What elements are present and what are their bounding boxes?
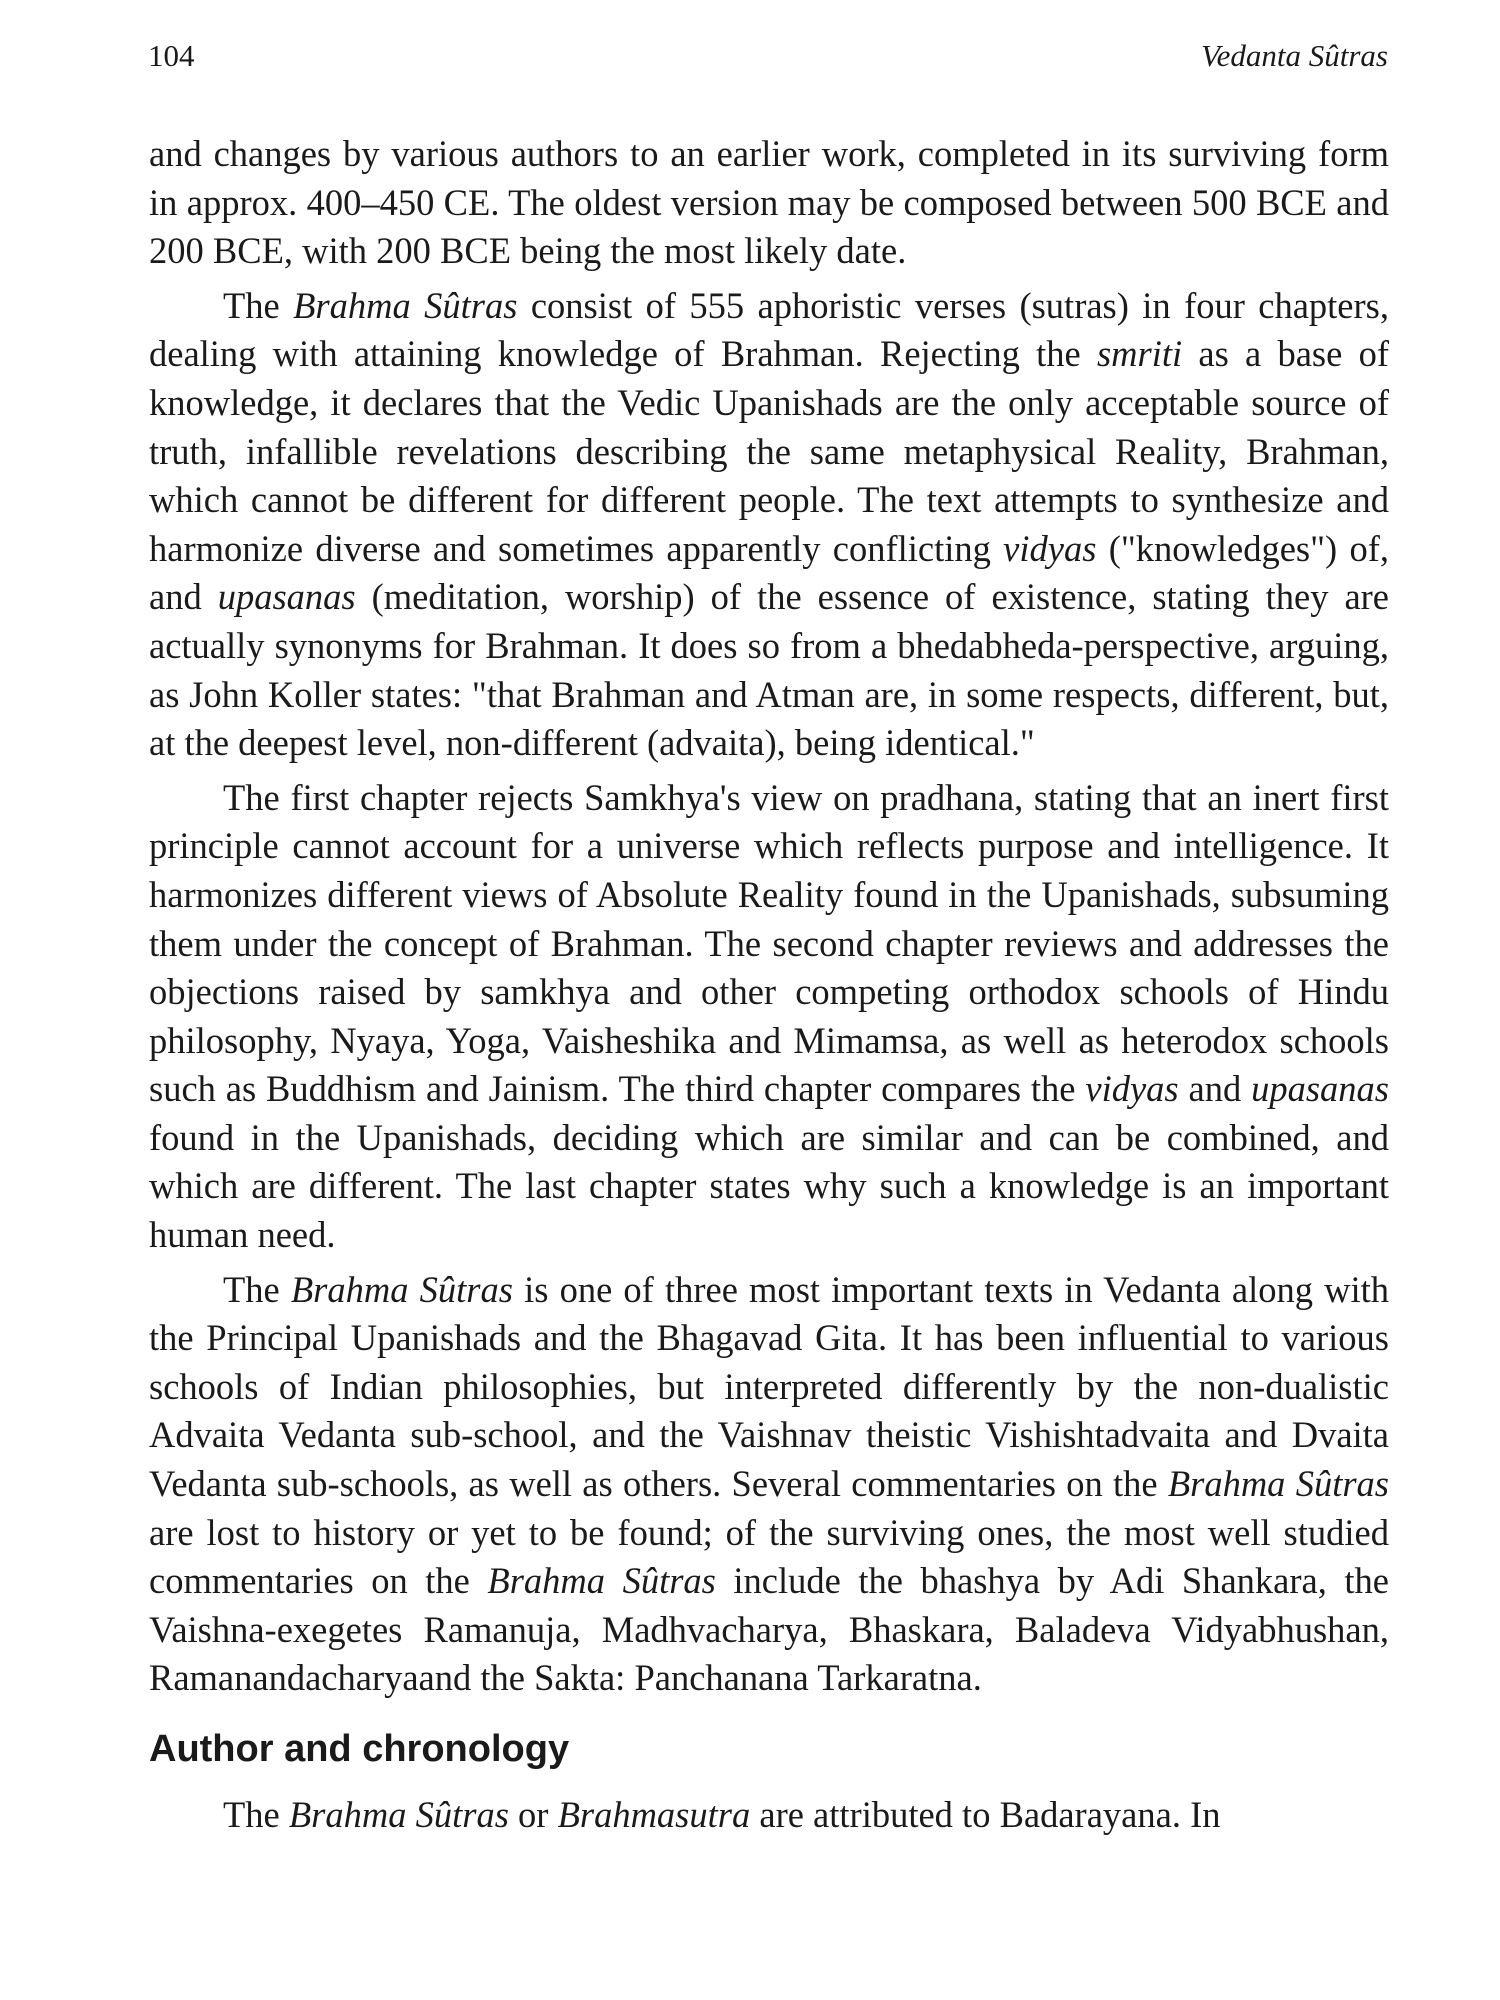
text-run: The [223, 284, 294, 326]
paragraph-1-text: and changes by various authors to an earlier work, completed in its surviving form in approx. 400–450 CE. The oldest version may be composed between 500 BCE and 200 BCE, with 200 BCE being the most likely date. [149, 133, 1389, 272]
text-run: and [1178, 1068, 1252, 1110]
text-run: The [223, 1268, 291, 1310]
text-run: is one of three most important texts in Vedanta along with the Principal Upanishads and the Bhagavad Gita. It has been influential to various schools of Indian philosophies, but interpreted differently by the non-dualistic Advaita Vedanta sub-school, and the Vaishnav theistic Vishishtadvaita and Dvaita Vedanta sub-schools, as well as others. Several commentaries on the [149, 1268, 1389, 1505]
section-heading: Author and chronology [149, 1728, 570, 1770]
text-run: as a base of knowledge, it declares that the Vedic Upanishads are the only acceptable source of truth, infallible revelations describing the same metaphysical Reality, Brahman, which cannot be different for different people. The text attempts to synthesize and harmonize diverse and sometimes apparently conflicting [149, 333, 1389, 569]
italic-term: upasanas [1251, 1068, 1389, 1110]
running-title: Vedanta Sûtras [1201, 38, 1388, 73]
running-header [148, 38, 1388, 78]
text-run: ("knowledges") of, and [149, 527, 1389, 618]
paragraph-1 [149, 130, 1389, 276]
paragraph-4 [149, 1266, 1389, 1703]
italic-term: smriti [1096, 333, 1183, 375]
italic-title: Brahma Sûtras [487, 1560, 716, 1602]
italic-title: Brahma Sûtras [288, 1794, 509, 1835]
text-run: The first chapter rejects Samkhya's view on pradhana, stating that an inert first principle cannot account for a universe which reflects purpose and intelligence. It harmonizes different views of Absolute Reality found in the Upanishads, subsuming them under the concept of Brahman. The second chapter reviews and addresses the objections raised by samkhya and other competing orthodox schools of Hindu philosophy, Nyaya, Yoga, Vaisheshika and Mimamsa, as well as heterodox schools such as Buddhism and Jainism. The third chapter compares the [149, 776, 1389, 1110]
text-run: are attributed to Badarayana. In [750, 1794, 1221, 1835]
text-run: or [508, 1794, 558, 1835]
text-run: are lost to history or yet to be found; of the surviving ones, the most well studied commentaries on the [149, 1511, 1389, 1602]
italic-title: Brahma Sûtras [1167, 1463, 1389, 1505]
italic-term: upasanas [217, 576, 356, 618]
page-number: 104 [148, 38, 195, 73]
text-run: The [223, 1794, 289, 1835]
italic-title: Brahmasutra [557, 1794, 751, 1835]
paragraph-2 [149, 282, 1389, 768]
paragraph-3 [149, 774, 1389, 1260]
italic-term: vidyas [1003, 527, 1097, 569]
text-run: found in the Upanishads, deciding which are similar and can be combined, and which are different. The last chapter states why such a knowledge is an important human need. [149, 1116, 1389, 1256]
paragraph-5 [149, 1791, 1389, 1840]
text-run: consist of 555 aphoristic verses (sutras) in four chapters, dealing with attaining knowledge of Brahman. Rejecting the [149, 284, 1389, 375]
body-text [149, 130, 1389, 1846]
italic-title: Brahma Sûtras [293, 284, 518, 326]
text-run: (meditation, worship) of the essence of existence, stating they are actually synonyms for Brahman. It does so from a bhedabheda-perspective, arguing, as John Koller states: "that Brahman and Atman are, in some respects, different, but, at the deepest level, non-different (advaita), being identical." [149, 576, 1390, 764]
italic-term: vidyas [1085, 1068, 1179, 1110]
italic-title: Brahma Sûtras [290, 1268, 513, 1310]
text-run: include the bhashya by Adi Shankara, the Vaishna-exegetes Ramanuja, Madhvacharya, Bhaskara, Baladeva Vidyabhushan, Ramanandacharyaand the Sakta: Panchanana Tarkaratna. [149, 1560, 1389, 1699]
